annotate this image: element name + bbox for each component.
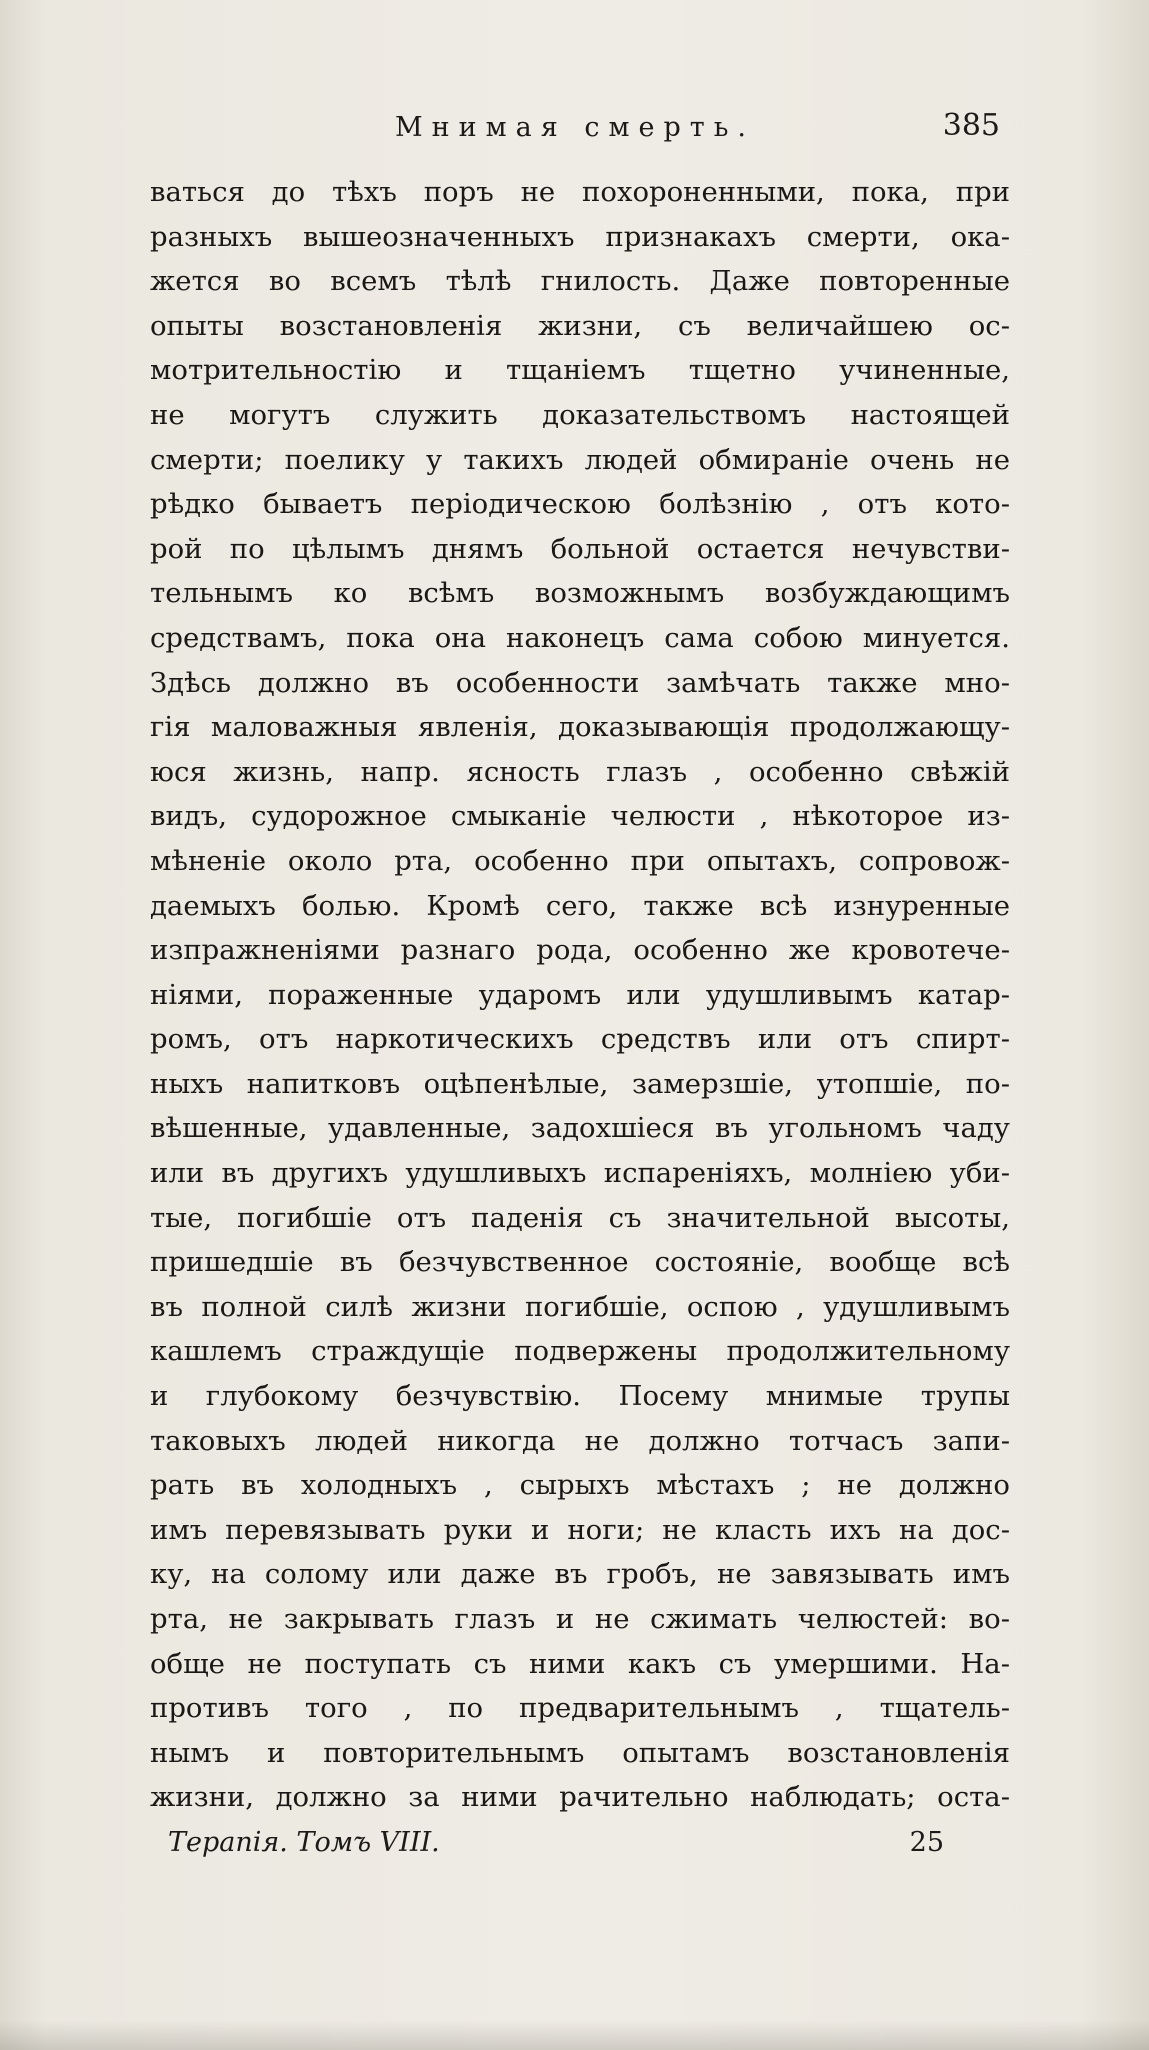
page-number: 385 <box>942 108 1000 143</box>
text-line: мѣненіе около рта, особенно при опытахъ, сопровож- <box>150 844 1010 877</box>
text-line: жется во всемъ тѣлѣ гнилость. Даже повторенные <box>150 265 1010 298</box>
running-title: Мнимая смерть. <box>395 112 755 143</box>
text-line: ромъ, отъ наркотическихъ средствъ или отъ спирт- <box>150 1023 1010 1056</box>
text-line: противъ того , по предварительнымъ , тщатель- <box>150 1692 1010 1725</box>
text-line: рать въ холодныхъ , сырыхъ мѣстахъ ; не должно <box>150 1469 1010 1502</box>
text-line: тельнымъ ко всѣмъ возможнымъ возбуждающимъ <box>150 577 1010 610</box>
page-edge-shadow <box>0 2020 1149 2050</box>
text-line: смерти; поелику у такихъ людей обмираніе очень не <box>150 443 1010 476</box>
text-line: даемыхъ болью. Кромѣ сего, также всѣ изнуренные <box>150 889 1010 922</box>
text-line: не могутъ служить доказательствомъ настоящей <box>150 398 1010 431</box>
text-line: видъ, судорожное смыканіе челюсти , нѣкоторое из- <box>150 800 1010 833</box>
text-line: ваться до тѣхъ поръ не похороненными, пока, при <box>150 176 1010 208</box>
text-line: тые, погибшіе отъ паденія съ значительной высоты, <box>150 1201 1010 1234</box>
text-line: гія маловажныя явленія, доказывающія продолжающу- <box>150 711 1010 744</box>
text-line: жизни, должно за ними рачительно наблюдать; оста- <box>150 1781 1010 1814</box>
text-line: ніями, пораженные ударомъ или удушливымъ катар- <box>150 978 1010 1011</box>
text-line: рѣдко бываетъ періодическою болѣзнію , отъ кото- <box>150 488 1010 521</box>
text-line: изпражненіями разнаго рода, особенно же кровотече- <box>150 934 1010 967</box>
text-line: имъ перевязывать руки и ноги; не класть ихъ на дос- <box>150 1513 1010 1546</box>
text-line: ку, на солому или даже въ гробъ, не завязывать имъ <box>150 1558 1010 1591</box>
sheet-number: 25 <box>909 1827 944 1858</box>
text-line: Здѣсь должно въ особенности замѣчать также мно- <box>150 666 1010 699</box>
text-line: средствамъ, пока она наконецъ сама собою минуется. <box>150 621 1010 654</box>
text-line: или въ другихъ удушливыхъ испареніяхъ, молніею уби- <box>150 1157 1010 1190</box>
text-line: обще не поступать съ ними какъ съ умершими. На- <box>150 1647 1010 1680</box>
text-line: рта, не закрывать глазъ и не сжимать челюстей: во- <box>150 1603 1010 1635</box>
body-text <box>150 170 1010 1820</box>
page-header <box>150 108 1000 162</box>
text-line: таковыхъ людей никогда не должно тотчасъ запи- <box>150 1424 1010 1457</box>
text-line: и глубокому безчувствію. Посему мнимые трупы <box>150 1380 1010 1413</box>
text-line: ныхъ напитковъ оцѣпенѣлые, замерзшіе, утопшіе, по- <box>150 1067 1010 1100</box>
text-line: вѣшенные, удавленные, задохшіеся въ угольномъ чаду <box>150 1112 1010 1145</box>
text-line: въ полной силѣ жизни погибшіе, оспою , удушливымъ <box>150 1290 1010 1323</box>
text-line: опыты возстановленія жизни, съ величайшею ос- <box>150 309 1010 342</box>
text-line: разныхъ вышеозначенныхъ признакахъ смерти, ока- <box>150 220 1010 253</box>
text-line: нымъ и повторительнымъ опытамъ возстановленія <box>150 1736 1010 1769</box>
text-line: пришедшіе въ безчувственное состояніе, вообще всѣ <box>150 1246 1010 1279</box>
text-line: юся жизнь, напр. ясность глазъ , особенно свѣжій <box>150 755 1010 788</box>
signature-mark: Терапія. Томъ VIII. <box>168 1827 440 1858</box>
text-line: рой по цѣлымъ днямъ больной остается нечувстви- <box>150 532 1010 565</box>
text-line: мотрительностію и тщаніемъ тщетно учиненные, <box>150 354 1010 387</box>
page-footer <box>168 1827 944 1867</box>
text-line: кашлемъ страждущіе подвержены продолжительному <box>150 1335 1010 1368</box>
